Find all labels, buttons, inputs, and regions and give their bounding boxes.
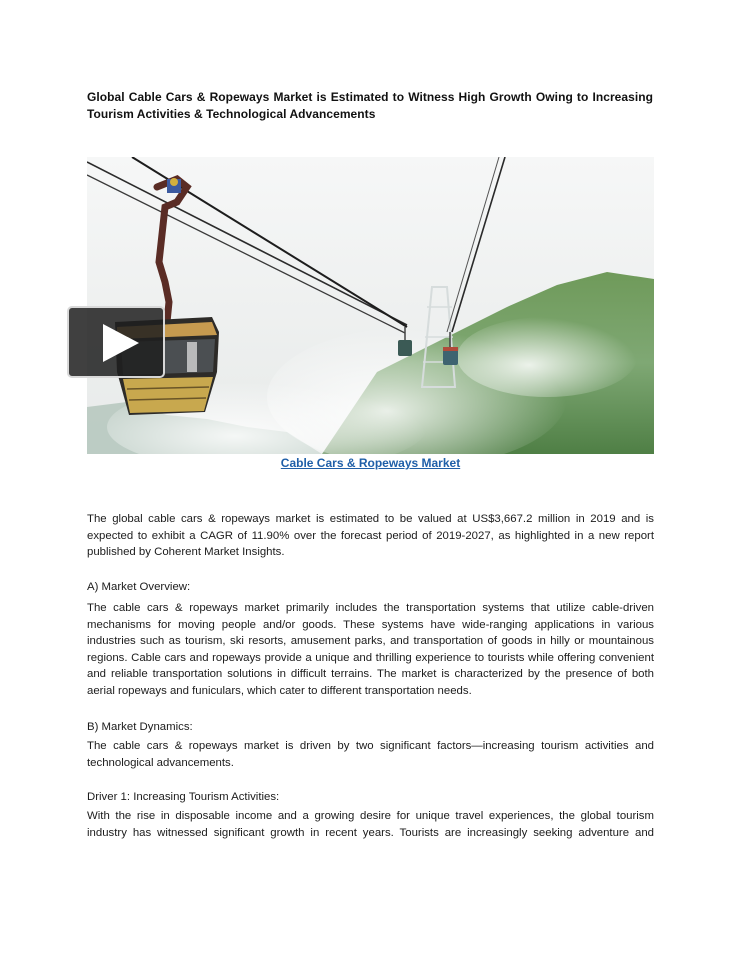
document-title: Global Cable Cars & Ropeways Market is Estimated to Witness High Growth Owing to Increasing Tourism Activities & Technological Advancements — [87, 90, 653, 121]
section-body-market-dynamics: The cable cars & ropeways market is driven by two significant factors—increasing tourism activities and technological advancements. — [87, 740, 654, 769]
image-caption — [0, 456, 741, 471]
section-body-market-overview: The cable cars & ropeways market primarily includes the transportation systems that utilize cable-driven mechanisms for moving people and/or goods. These systems have wide-ranging applications in various industries such as tourism, ski resorts, amusement parks, and transportation of goods in hilly or mountainous regions. Cable cars and ropeways provide a unique and thrilling experience to tourists while offering convenient and reliable transportation solutions in difficult terrains. The market is characterized by the presence of both aerial ropeways and funiculars, which cater to different transportation needs. — [87, 602, 654, 697]
section-body-driver-1: With the rise in disposable income and a growing desire for unique travel experiences, the global tourism industry has witnessed significant growth in recent years. Tourists are increasingly seeking adventure and — [87, 810, 654, 839]
hero-image — [87, 157, 654, 454]
play-video-button[interactable] — [67, 306, 165, 378]
section-heading-market-dynamics: B) Market Dynamics: — [87, 721, 193, 733]
market-report-link[interactable]: Cable Cars & Ropeways Market — [280, 456, 461, 470]
section-heading-driver-1: Driver 1: Increasing Tourism Activities: — [87, 791, 280, 803]
section-heading-market-overview: A) Market Overview: — [87, 581, 191, 593]
intro-paragraph: The global cable cars & ropeways market is estimated to be valued at US$3,667.2 million in 2019 and is expected to exhibit a CAGR of 11.90% over the forecast period of 2019-2027, as highlighted in a new report published by Coherent Market Insights. — [87, 513, 654, 558]
cable-car-photo — [87, 157, 654, 454]
play-icon — [103, 324, 139, 362]
